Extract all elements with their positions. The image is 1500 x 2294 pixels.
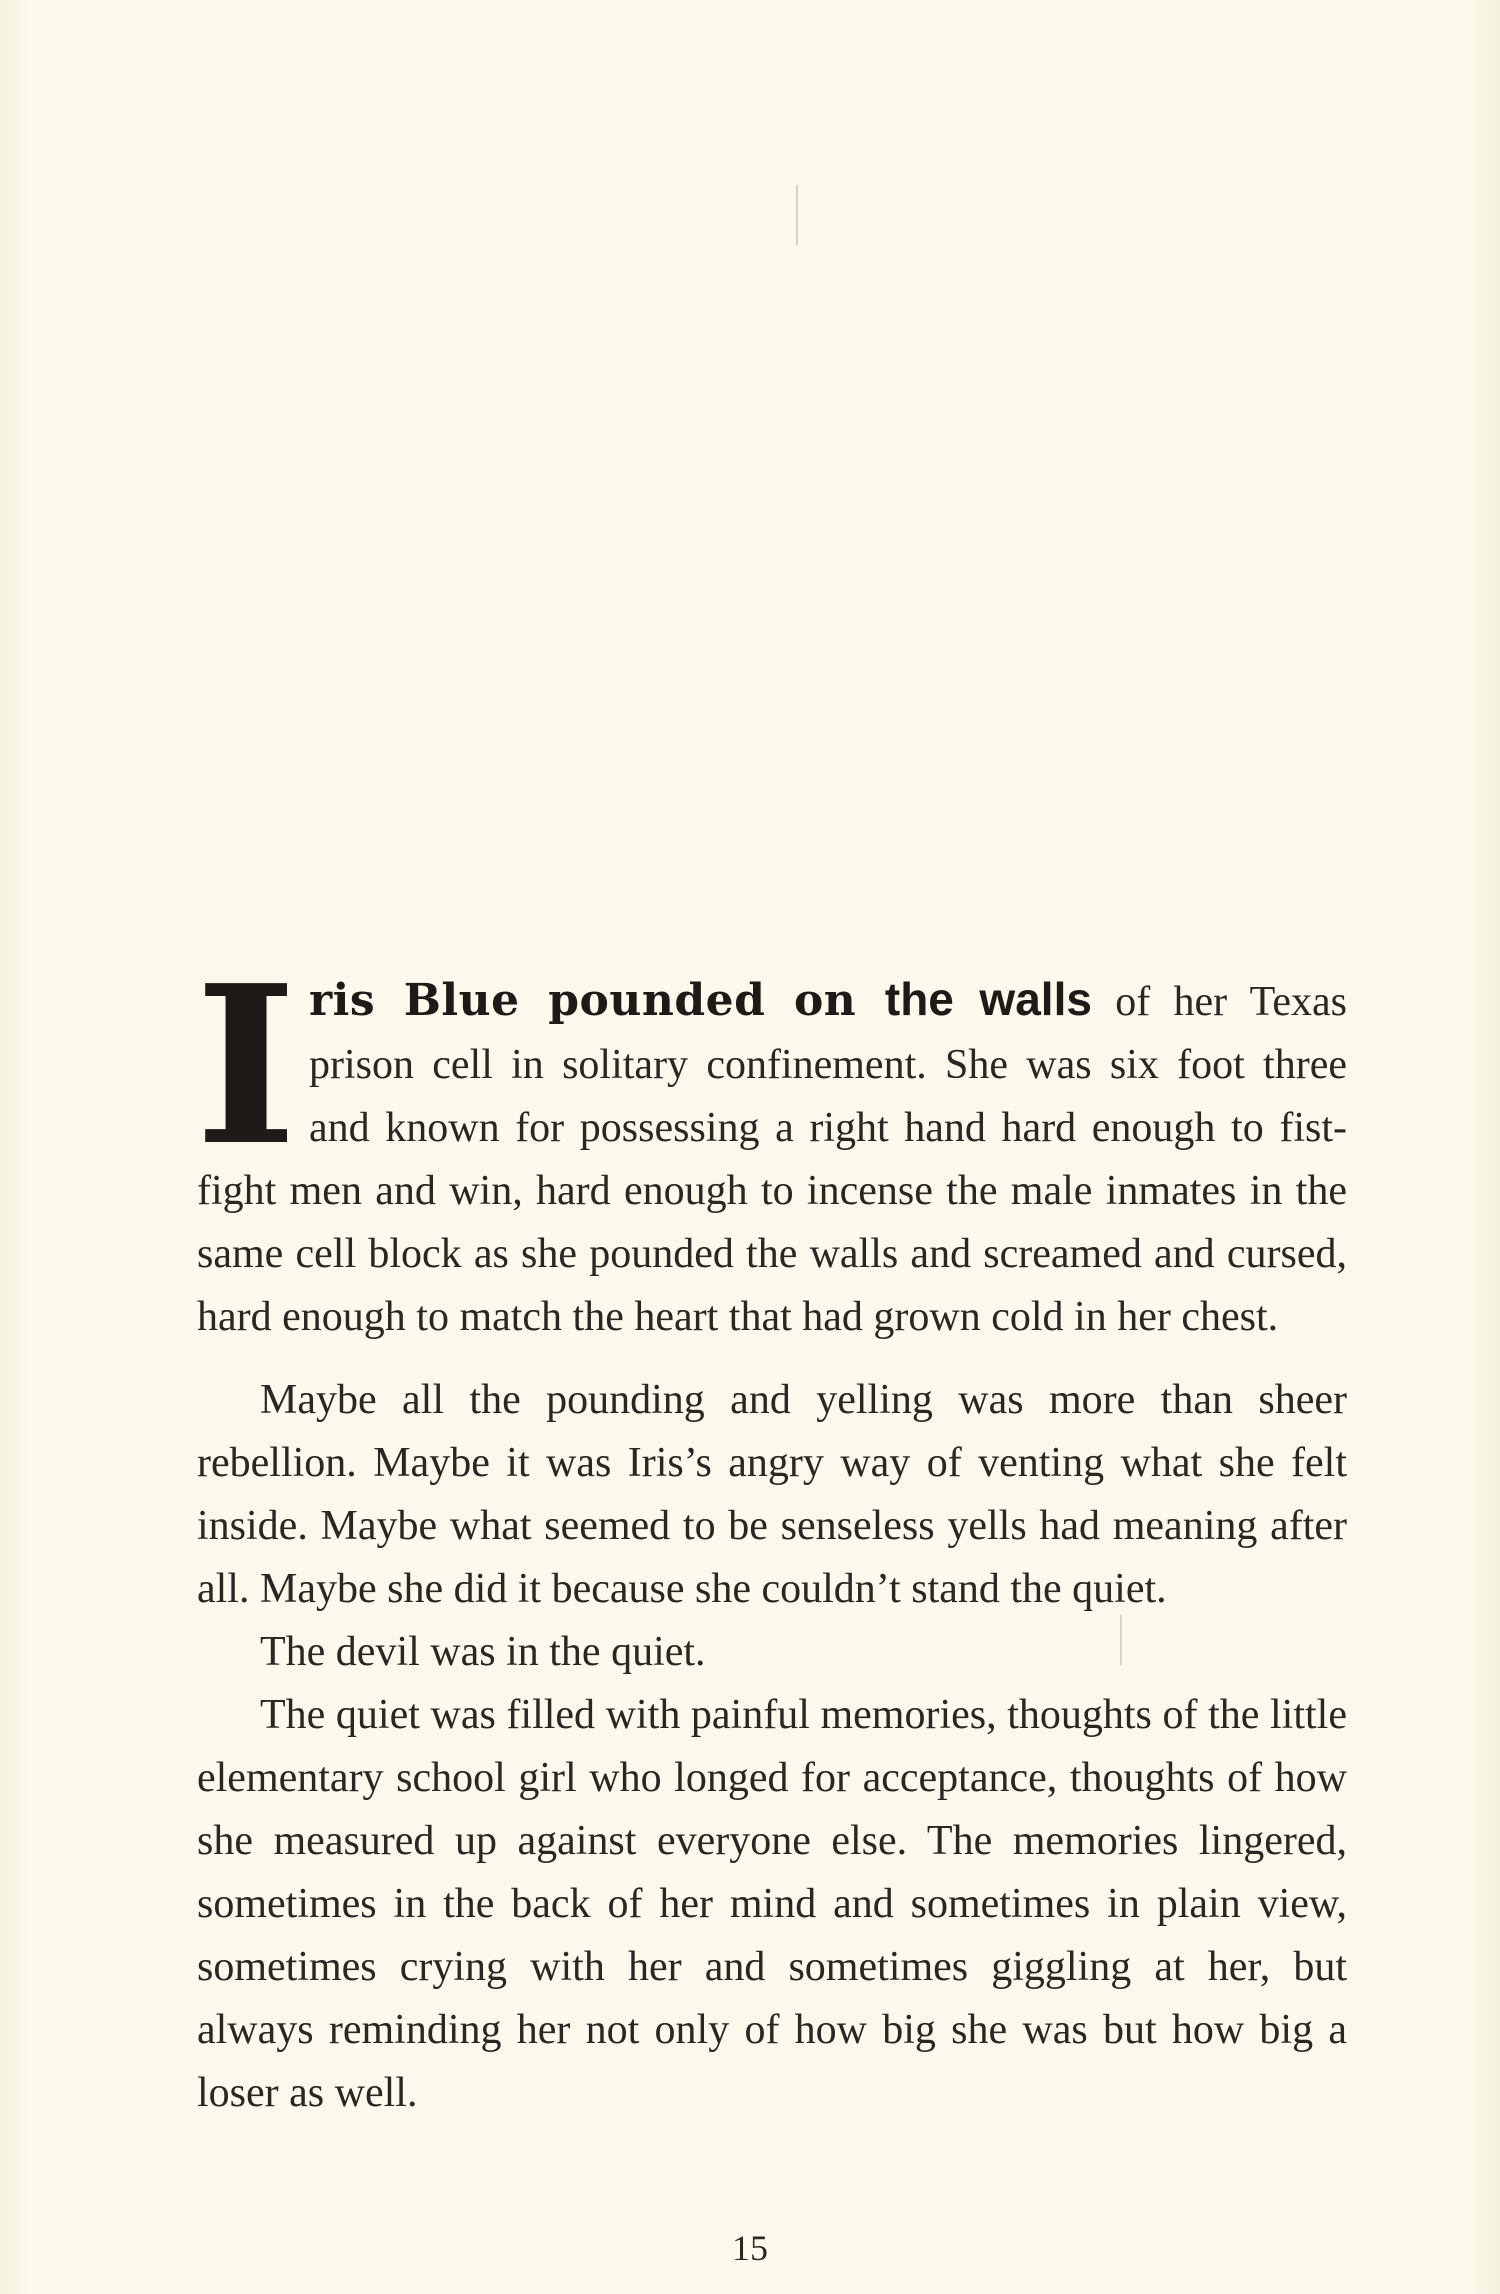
drop-cap: I	[195, 938, 297, 1194]
paragraph-3: The devil was in the quiet.	[260, 1629, 706, 1675]
page-number: 15	[732, 2228, 768, 2268]
page-speck	[796, 185, 798, 245]
lead-in-sans: the walls	[884, 973, 1092, 1025]
paragraph-1-text: of her Texas prison cell in solitary confinement. She was six foot three and known for possessing a right hand hard enough to fist-fight men and win, hard enough to incense the male inmates in the same cell block as she pounded the walls and screamed and cursed, hard enough to match the heart that had grown cold in her chest.	[197, 979, 1347, 1340]
lead-in-serif: ris Blue pounded on	[308, 975, 885, 1026]
opening-paragraph	[195, 938, 1347, 1349]
paragraph-4: The quiet was filled with painful memories, thoughts of the little elementary school girl who longed for acceptance, thoughts of how she measured up against everyone else. The memories lingered, sometimes in the back of her mind and sometimes in plain view, sometimes crying with her and sometimes giggling at her, but always reminding her not only of how big she was but how big a loser as well.	[197, 1692, 1347, 2116]
paragraph-2: Maybe all the pounding and yelling was more than sheer rebellion. Maybe it was Iris’s angry way of venting what she felt inside. Maybe what seemed to be senseless yells had meaning after all. Maybe she did it because she couldn’t stand the quiet.	[197, 1377, 1347, 1612]
chapter-text	[195, 938, 1347, 2125]
